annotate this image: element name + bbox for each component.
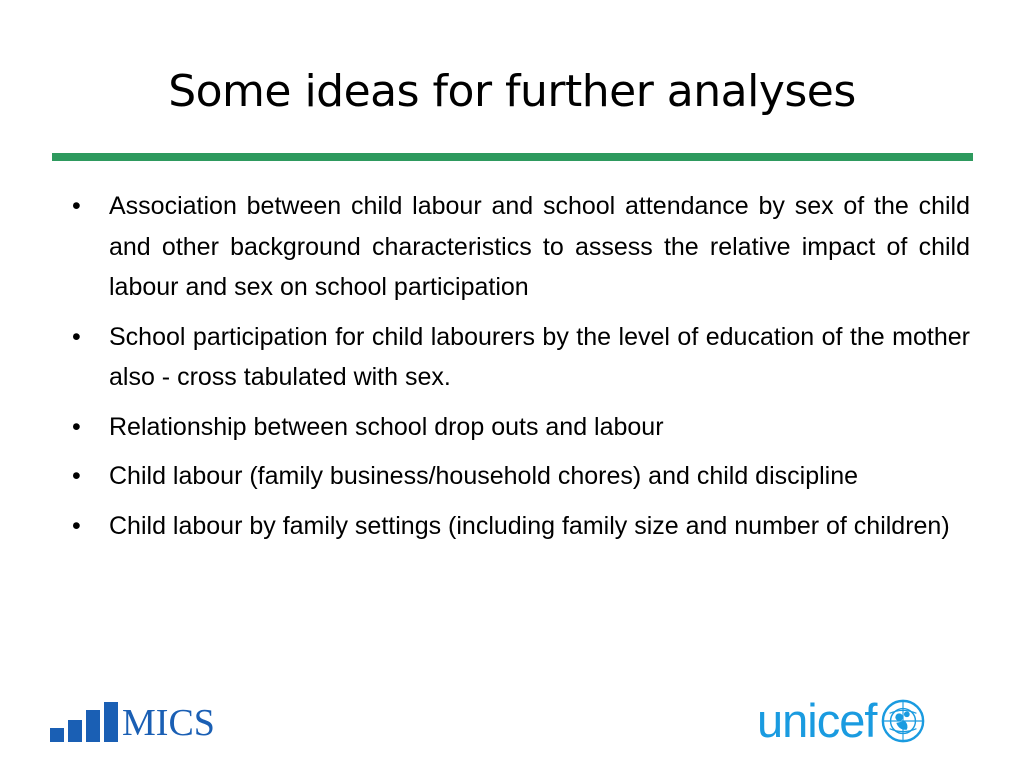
bullet-text: Child labour (family business/household chores) and child discipline [109, 462, 859, 490]
bullet-text: Association between child labour and school attendance by sex of the child and other background characteristics to assess the relative impact of child labour and sex on school participation [109, 192, 970, 301]
bullet-icon: • [72, 192, 81, 220]
unicef-emblem-icon [880, 698, 926, 744]
logo-bar [68, 720, 82, 742]
logo-bar [86, 710, 100, 742]
title-divider [52, 153, 973, 161]
unicef-logo [757, 696, 926, 746]
logo-bar [50, 728, 64, 742]
bullet-icon: • [72, 322, 81, 351]
bullet-item [72, 506, 970, 547]
bullet-list [72, 186, 970, 555]
bullet-item [72, 317, 970, 398]
bullet-item [72, 186, 970, 308]
bullet-icon: • [72, 412, 81, 441]
bullet-item [72, 407, 970, 448]
bar-chart-icon [50, 702, 118, 742]
logo-bar [104, 702, 118, 742]
bullet-item [72, 456, 970, 497]
slide-title: Some ideas for further analyses [168, 66, 856, 117]
mics-logo-text: MICS [122, 702, 215, 744]
unicef-logo-text: unicef [757, 694, 877, 747]
bullet-text: Child labour by family settings (including family size and number of children) [109, 511, 950, 540]
bullet-icon: • [72, 511, 81, 540]
bullet-text: Relationship between school drop outs and labour [109, 412, 664, 441]
bullet-icon: • [72, 462, 81, 490]
mics-logo [50, 698, 215, 742]
bullet-text: School participation for child labourers by the level of education of the mother also - cross tabulated with sex. [109, 322, 970, 391]
